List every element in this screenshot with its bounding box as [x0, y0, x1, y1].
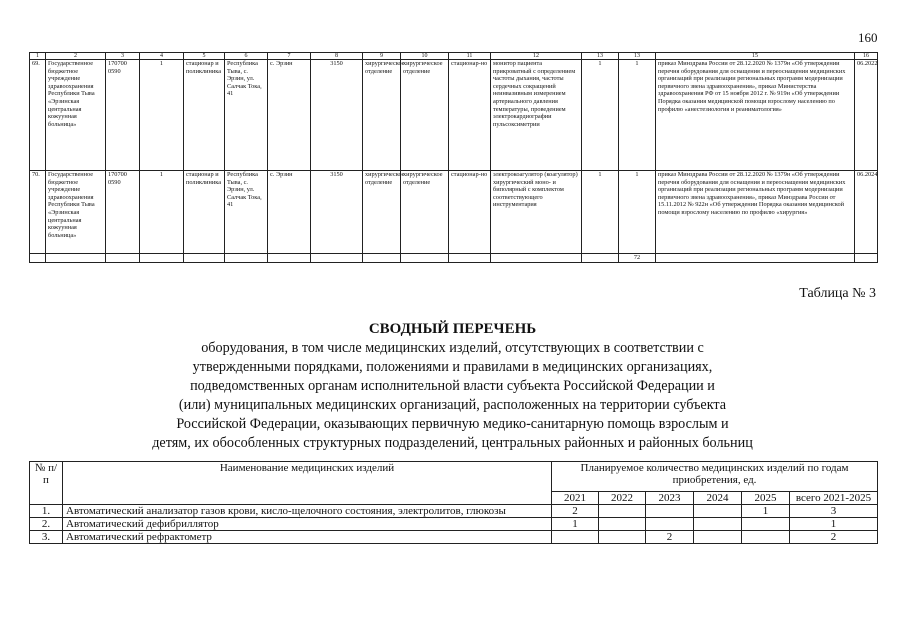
title-heading: СВОДНЫЙ ПЕРЕЧЕНЬ	[368, 321, 537, 337]
column-numbers-row	[30, 53, 878, 60]
col-num: 12	[491, 53, 582, 60]
title-line: оборудования, в том числе медицинских изделий, отсутствующих в соответствии с	[201, 340, 704, 356]
date: 06.2022	[855, 60, 878, 171]
qty-cell	[742, 518, 790, 531]
cell: стационар и поликлиника	[184, 171, 225, 254]
header-num: № п/п	[30, 462, 63, 505]
department: хирургическое отделение	[363, 60, 401, 171]
qty-total: 3	[790, 505, 878, 518]
col-num: 11	[449, 53, 491, 60]
qty-cell	[742, 531, 790, 544]
qty-total: 1	[790, 518, 878, 531]
item-name: Автоматический рефрактометр	[63, 531, 552, 544]
cell: 1	[619, 60, 656, 171]
cell: 3150	[311, 171, 363, 254]
institution-name: Государственное бюджетное учреждение здравоохранения Республики Тыва «Эрзинская центральная кожуунная больница»	[46, 60, 106, 171]
col-num: 16	[855, 53, 878, 60]
cell: стационар-но	[449, 60, 491, 171]
row-number: 3.	[30, 531, 63, 544]
total-value: 72	[619, 254, 656, 263]
year-header: 2021	[552, 492, 599, 505]
table-row	[30, 60, 878, 171]
address: Республика Тыва, с. Эрзин, ул. Салчак Тока, 41	[225, 60, 268, 171]
equipment: электрокоагулятор (коагулятор) хирургический моно- и биполярный с комплектом соответствующего инструментария	[491, 171, 582, 254]
qty-cell: 1	[742, 505, 790, 518]
header-plan: Планируемое количество медицинских изделий по годам приобретения, ед.	[552, 462, 878, 492]
cell: 1	[619, 171, 656, 254]
header-name: Наименование медицинских изделий	[63, 462, 552, 505]
col-num: 9	[363, 53, 401, 60]
year-header: 2025	[742, 492, 790, 505]
address: Республика Тыва, с. Эрзин, ул. Салчак Тока, 41	[225, 171, 268, 254]
year-header: 2024	[694, 492, 742, 505]
item-name: Автоматический дефибриллятор	[63, 518, 552, 531]
settlement: с. Эрзин	[268, 60, 311, 171]
qty-cell	[599, 518, 646, 531]
table-row	[30, 531, 878, 544]
col-num: 13	[582, 53, 619, 60]
settlement: с. Эрзин	[268, 171, 311, 254]
total-row	[30, 254, 878, 263]
title-line: детям, их обособленных структурных подразделений, центральных районных и районных больниц	[152, 435, 753, 451]
col-num: 1	[30, 53, 46, 60]
department: хирургическое отделение	[401, 171, 449, 254]
equipment-table	[29, 461, 878, 544]
row-number: 70.	[30, 171, 46, 254]
cell: 3150	[311, 60, 363, 171]
qty-cell	[646, 518, 694, 531]
date: 06.2024	[855, 171, 878, 254]
qty-cell	[694, 505, 742, 518]
qty-cell	[646, 505, 694, 518]
col-num: 7	[268, 53, 311, 60]
col-num: 3	[106, 53, 140, 60]
col-num: 6	[225, 53, 268, 60]
col-num: 13	[619, 53, 656, 60]
row-number: 2.	[30, 518, 63, 531]
cell: 1	[582, 171, 619, 254]
total-header: всего 2021-2025	[790, 492, 878, 505]
title-line: (или) муниципальных медицинских организаций, расположенных на территории субъекта	[178, 397, 727, 413]
institution-code: 170700 0590	[106, 60, 140, 171]
table-row	[30, 505, 878, 518]
col-num: 5	[184, 53, 225, 60]
header-row	[30, 462, 878, 492]
legal-basis: приказ Минздрава России от 28.12.2020 № 1379н «Об утверждении перечня оборудования для оснащения и переоснащения медицинских организаций при реализации региональных программ модернизации первичного звена здравоохранения», приказ Минздрава России от 15.11.2012 № 922н «Об утверждении Порядка оказания медицинской помощи взрослому населению по профилю «хирургия»	[656, 171, 855, 254]
qty-cell: 1	[552, 518, 599, 531]
qty-cell	[552, 531, 599, 544]
facilities-table	[29, 52, 878, 263]
col-num: 8	[311, 53, 363, 60]
institution-code: 170700 0590	[106, 171, 140, 254]
cell: 1	[140, 60, 184, 171]
department: хирургическое отделение	[401, 60, 449, 171]
col-num: 10	[401, 53, 449, 60]
cell: 1	[140, 171, 184, 254]
cell: стационар и поликлиника	[184, 60, 225, 171]
row-number: 1.	[30, 505, 63, 518]
col-num: 4	[140, 53, 184, 60]
qty-cell	[599, 531, 646, 544]
qty-total: 2	[790, 531, 878, 544]
qty-cell: 2	[552, 505, 599, 518]
table-row	[30, 171, 878, 254]
institution-name: Государственное бюджетное учреждение здравоохранения Республики Тыва «Эрзинская центральная кожуунная больница»	[46, 171, 106, 254]
qty-cell	[694, 518, 742, 531]
document-title	[0, 320, 905, 453]
year-header: 2022	[599, 492, 646, 505]
qty-cell	[694, 531, 742, 544]
year-header: 2023	[646, 492, 694, 505]
title-line: утвержденными порядками, положениями и правилами в медицинских организациях,	[192, 359, 713, 375]
qty-cell: 2	[646, 531, 694, 544]
row-number: 69.	[30, 60, 46, 171]
department: хирургическое отделение	[363, 171, 401, 254]
page-number: 160	[858, 30, 878, 45]
cell: стационар-но	[449, 171, 491, 254]
item-name: Автоматический анализатор газов крови, кисло-щелочного состояния, электролитов, глюкозы	[63, 505, 552, 518]
col-num: 15	[656, 53, 855, 60]
equipment: монитор пациента прикроватный с определением частоты дыхания, частоты сердечных сокращений неинвазивным измерением артериального давления температуры, проведением электрокардиографии пульсоксиметрии	[491, 60, 582, 171]
col-num: 2	[46, 53, 106, 60]
title-line: подведомственных органам исполнительной власти субъекта Российской Федерации и	[190, 378, 715, 394]
qty-cell	[599, 505, 646, 518]
cell: 1	[582, 60, 619, 171]
table-label: Таблица № 3	[799, 286, 876, 301]
legal-basis: приказ Минздрава России от 28.12.2020 № 1379н «Об утверждении перечня оборудования для оснащения и переоснащения медицинских организаций при реализации региональных программ модернизации первичного звена здравоохранения», приказ Министерства здравоохранения РФ от 15 ноября 2012 г. № 919н «Об утверждении Порядка оказания медицинской помощи взрослому населению по профилю «анестезиология и реаниматология»	[656, 60, 855, 171]
title-line: Российской Федерации, оказывающих первичную медико-санитарную помощь взрослым и	[176, 416, 729, 432]
table-row	[30, 518, 878, 531]
